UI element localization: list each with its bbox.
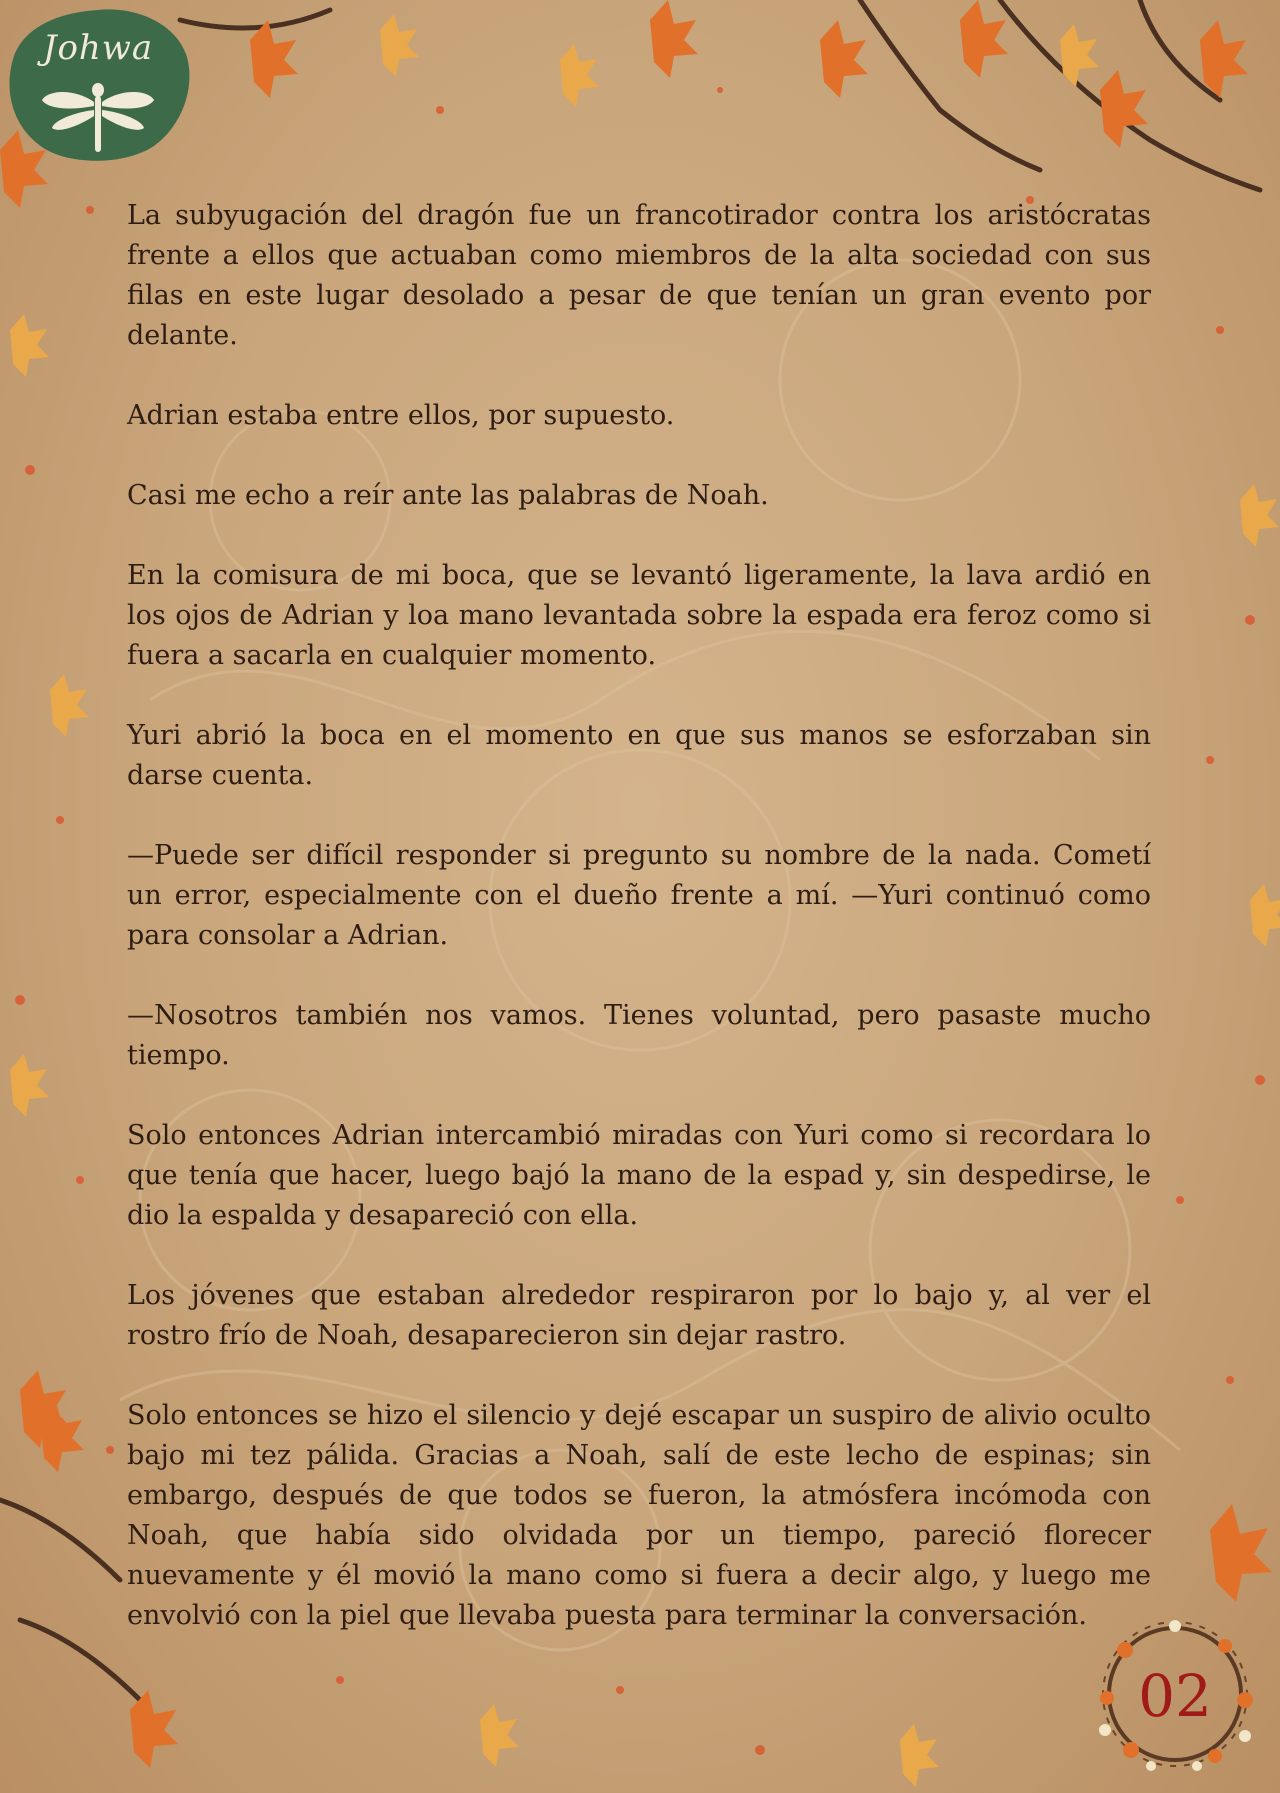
paragraph: Solo entonces Adrian intercambió miradas con Yuri como si recordara lo que tenía que hacer, luego bajó la mano de la espad y, sin despedirse, le dio la espalda y desapareció con ella. (127, 1120, 1151, 1231)
paragraph: —Puede ser difícil responder si pregunto su nombre de la nada. Cometí un error, especialmente con el dueño frente a mí. —Yuri continuó como para consolar a Adrian. (127, 840, 1151, 951)
paragraph: En la comisura de mi boca, que se levantó ligeramente, la lava ardió en los ojos de Adrian y loa mano levantada sobre la espada era feroz como si fuera a sacarla en cualquier momento. (127, 560, 1151, 671)
page-number: 02 (1138, 1662, 1212, 1730)
paragraph: —Nosotros también nos vamos. Tienes voluntad, pero pasaste mucho tiempo. (127, 1000, 1151, 1071)
paragraph: La subyugación del dragón fue un francotirador contra los aristócratas frente a ellos que actuaban como miembros de la alta sociedad con sus filas en este lugar desolado a pesar de que tenían un gran evento por delante. (127, 200, 1151, 351)
logo-badge (4, 6, 192, 166)
dragonfly-icon (38, 76, 158, 156)
paragraph: Casi me echo a reír ante las palabras de Noah. (127, 480, 769, 511)
logo-text: Johwa (42, 28, 154, 68)
paragraph: Yuri abrió la boca en el momento en que sus manos se esforzaban sin darse cuenta. (127, 720, 1151, 791)
paragraph: Solo entonces se hizo el silencio y dejé escapar un suspiro de alivio oculto bajo mi tez pálida. Gracias a Noah, salí de este lecho de espinas; sin embargo, después de que todos se fueron, la atmósfera incómoda con Noah, que había sido olvidada por un tiempo, pareció florecer nuevamente y él movió la mano como si fuera a decir algo, y luego me envolvió con la piel que llevaba puesta para terminar la conversación. (127, 1400, 1151, 1631)
paragraph: Adrian estaba entre ellos, por supuesto. (127, 400, 675, 431)
story-text (127, 196, 1151, 1676)
page-number-badge (1085, 1610, 1265, 1775)
paragraph: Los jóvenes que estaban alrededor respiraron por lo bajo y, al ver el rostro frío de Noah, desaparecieron sin dejar rastro. (127, 1280, 1151, 1351)
